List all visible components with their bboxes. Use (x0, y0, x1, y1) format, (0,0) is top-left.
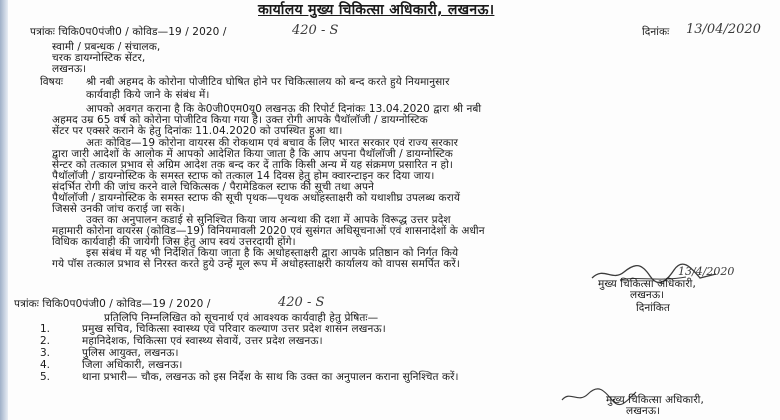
copy-item-number: 1. (40, 323, 51, 335)
copy-item-number: 4. (40, 359, 51, 371)
para1-line-1: आपको अवगत कराना है कि के0जी0एम0यू0 लखनऊ की रिपोर्ट दिनांकः 13.04.2020 द्वारा श्री नबी (86, 103, 482, 115)
copy-reference-number: पत्रांकः चिकि0प0पंजी0 / कोविड—19 / 2020 / (14, 298, 211, 310)
signature-date-handwritten: 13/4/2020 (678, 265, 735, 278)
date-handwritten: 13/04/2020 (686, 22, 761, 37)
para2-line-6: पैथॉलॉजी / डायग्नोस्टिक के समस्त स्टाफ की सूची पृथक—पृथक अधोहस्ताक्षरी को यथाशीघ्र उपलब्ध करायें (52, 192, 461, 204)
copy-item-number: 2. (40, 335, 51, 347)
para1-line-2: अहमद उम्र 65 वर्ष को कोरोना पोजीटिव किया गया है। उक्त रोगी आपके पैथॉलॉजी / डायग्नोस्टिक (52, 114, 428, 126)
copy-item-text: जिला अधिकारी, लखनऊ। (82, 359, 183, 371)
signatory-place-2: लखनऊ। (626, 405, 661, 417)
signatory-designation-2: मुख्य चिकित्सा अधिकारी, (606, 394, 704, 406)
para1-line-3: सेंटर पर एक्सरे कराने के हेतु दिनांकः 11.04.2020 को उपस्थित हुआ था। (52, 125, 343, 137)
signatory-designation: मुख्य चिकित्सा अधिकारी, (598, 278, 696, 290)
para2-line-2: द्वारा जारी आदेशों के आलोक में आपको आदेशित किया जाता है कि आप अपना पैथॉलॉजी / डायग्नोस्टिक (52, 148, 453, 160)
para4-line-1: इस संबंध में यह भी निर्देशित किया जाता है कि अधोहस्ताक्षरी द्वारा आपके प्रतिष्ठान को निर्गत किये (86, 247, 459, 259)
para2-line-7: जिससे उनकी जांच कराई जा सके। (52, 203, 185, 215)
copy-intro: प्रतिलिपि निम्नलिखित को सूचनार्थ एवं आवश्यक कार्यवाही हेतु प्रेषितः— (104, 312, 379, 324)
copy-date-label: दिनांकित (636, 302, 671, 314)
addressee-line-2: चरक डायग्नोस्टिक सेंटर, (52, 52, 146, 64)
para2-line-4: पैथॉलॉजी / डायग्नोस्टिक के समस्त स्टाफ को तत्काल 14 दिवस हेतु होम क्वारन्टाइन कर दिया जाय। (52, 170, 435, 182)
addressee-line-3: लखनऊ। (52, 63, 87, 75)
para2-line-5: संदर्भित रोगी की जांच करने वाले चिकित्सक / पैरामेडिकल स्टाफ की सूची तथा अपने (52, 181, 374, 193)
para3-line-3: विधिक कार्यवाही की जायेगी जिस हेतु आप स्वयं उत्तरदायी होंगे। (52, 236, 296, 248)
para4-line-2: गये पॉस तत्काल प्रभाव से निरस्त करते हुये उन्हें मूल रूप में अधोहस्ताक्षरी कार्यालय को वापस समर्पित करें। (52, 258, 460, 270)
para3-line-1: उक्त का अनुपालन कडाई से सुनिश्चित किया जाय अन्यथा की दशा में आपके विरूद्ध उत्तर प्रदेश (86, 214, 451, 226)
copy-reference-handwritten: 420 - S (278, 295, 325, 310)
para2-line-1: अतः कोविड—19 कोरोना वायरस की रोकथाम एवं बचाव के लिए भारत सरकार एवं राज्य सरकार (86, 137, 459, 149)
para3-line-2: महामारी कोरोना वायरस (कोविड—19) विनियमावली 2020 एवं सुसंगत अधिसूचनाओं एवं शासनादेशों के अधीन (52, 225, 485, 237)
reference-handwritten: 420 - S (292, 23, 339, 38)
addressee-line-1: स्वामी / प्रबन्धक / संचालक, (52, 41, 161, 53)
copy-item-text: प्रमुख सचिव, चिकित्सा स्वास्थ्य एवं परिवार कल्याण उत्तर प्रदेश शासन लखनऊ। (82, 323, 386, 335)
copy-item-text: थाना प्रभारी— चौक, लखनऊ को इस निर्देश के साथ कि उक्त का अनुपालन कराना सुनिश्चित करें। (82, 371, 459, 383)
subject-line-1: श्री नबी अहमद के कोरोना पोजीटिव घोषित होने पर चिकित्सालय को बन्द करते हुये नियमानुसार (86, 76, 450, 88)
date-label: दिनांकः (642, 26, 670, 38)
subject-line-2: कार्यवाही किये जाने के संबंध में। (86, 89, 210, 101)
signatory-place: लखनऊ। (630, 289, 665, 301)
page-edge-shadow (0, 0, 8, 420)
reference-number: पत्रांकः चिकि0प0पंजी0 / कोविड—19 / 2020 / (30, 26, 227, 38)
office-title: कार्यालय मुख्य चिकित्सा अधिकारी, लखनऊ। (258, 2, 495, 18)
copy-item-text: महानिदेशक, चिकित्सा एवं स्वास्थ्य सेवायें, उत्तर प्रदेश लखनऊ। (82, 335, 323, 347)
copy-item-number: 3. (40, 347, 51, 359)
copy-item-text: पुलिस आयुक्त, लखनऊ। (82, 347, 179, 359)
subject-label: विषयः (40, 76, 64, 88)
para2-line-3: सेन्टर को तत्काल प्रभाव से अग्रिम आदेश तक बन्द कर दें ताकि किसी अन्य में यह संक्रमण प्रसारित न हो। (52, 159, 453, 171)
copy-item-number: 5. (40, 371, 51, 383)
